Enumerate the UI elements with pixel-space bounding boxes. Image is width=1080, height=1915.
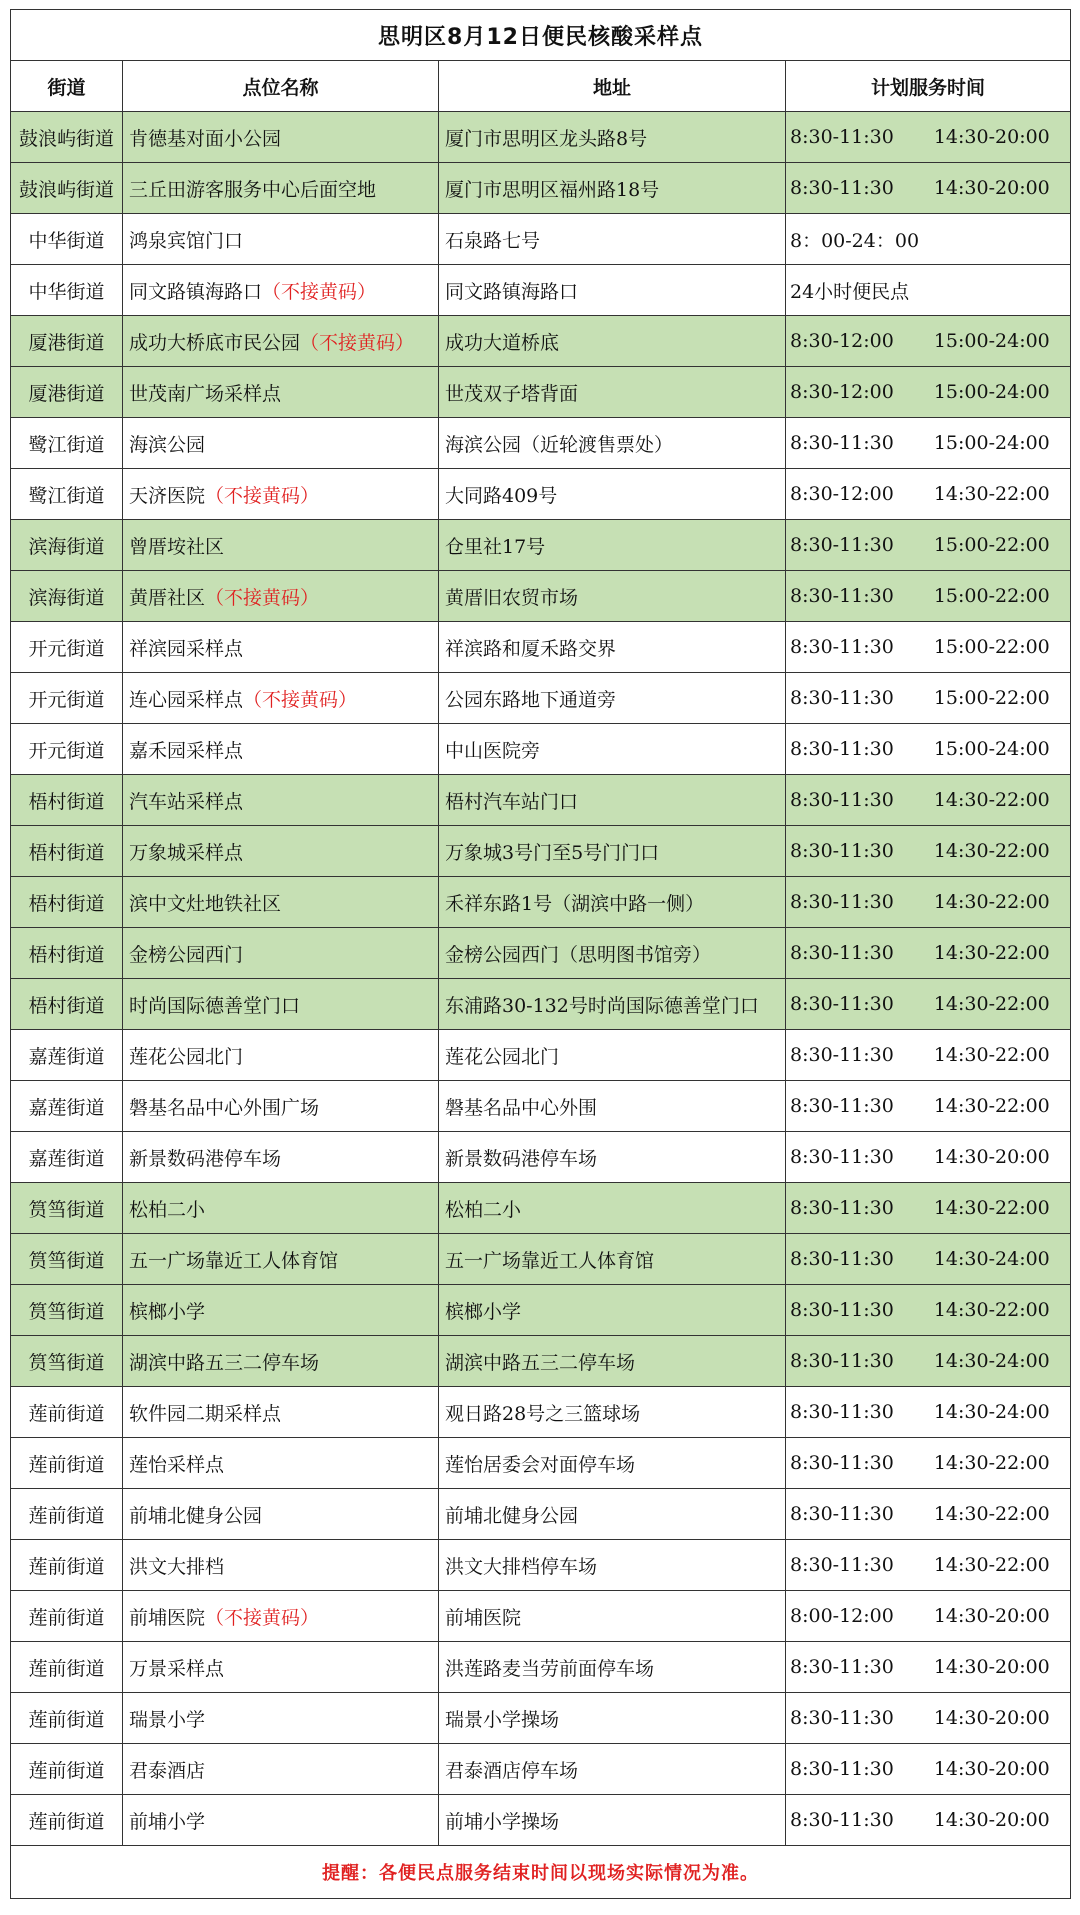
morning-time: 8:30-11:30 — [790, 1452, 894, 1474]
table-row — [11, 724, 1071, 775]
no-yellow-code-tag: （不接黄码） — [205, 586, 320, 609]
morning-time: 8:30-11:30 — [790, 840, 894, 862]
site-name: 万象城采样点 — [129, 841, 244, 864]
service-time-cell — [786, 367, 1071, 418]
table-row — [11, 775, 1071, 826]
table-row — [11, 826, 1071, 877]
afternoon-time: 14:30-22:00 — [933, 1503, 1050, 1525]
site-name: 海滨公园 — [129, 433, 206, 456]
site-name: 黄厝社区 — [129, 586, 206, 609]
site-name-cell — [123, 877, 439, 928]
site-name-cell — [123, 520, 439, 571]
address-cell: 前埔小学操场 — [439, 1795, 786, 1846]
morning-time: 8:30-11:30 — [790, 1044, 894, 1066]
morning-time: 8:30-11:30 — [790, 1758, 894, 1780]
site-name: 鸿泉宾馆门口 — [129, 229, 244, 252]
morning-time: 8:30-11:30 — [790, 432, 894, 454]
afternoon-time: 15:00-22:00 — [933, 585, 1050, 607]
street-cell: 鼓浪屿街道 — [11, 163, 123, 214]
street-cell: 莲前街道 — [11, 1744, 123, 1795]
site-name: 湖滨中路五三二停车场 — [129, 1351, 320, 1374]
site-name-cell — [123, 1540, 439, 1591]
street-cell: 筼筜街道 — [11, 1183, 123, 1234]
service-time-cell — [786, 826, 1071, 877]
service-time-cell — [786, 316, 1071, 367]
table-row — [11, 1336, 1071, 1387]
morning-time: 8:30-11:30 — [790, 789, 894, 811]
site-name-cell — [123, 673, 439, 724]
address-cell: 前埔医院 — [439, 1591, 786, 1642]
morning-time: 8:30-12:00 — [790, 483, 894, 505]
morning-time: 8:30-11:30 — [790, 1554, 894, 1576]
table-row — [11, 1387, 1071, 1438]
header-time: 计划服务时间 — [786, 61, 1071, 112]
street-cell: 中华街道 — [11, 265, 123, 316]
street-cell: 莲前街道 — [11, 1489, 123, 1540]
site-name-cell — [123, 214, 439, 265]
afternoon-time: 15:00-22:00 — [933, 636, 1050, 658]
address-cell: 成功大道桥底 — [439, 316, 786, 367]
street-cell: 厦港街道 — [11, 367, 123, 418]
site-name-cell — [123, 775, 439, 826]
street-cell: 梧村街道 — [11, 928, 123, 979]
table-row — [11, 673, 1071, 724]
afternoon-time: 14:30-20:00 — [933, 1146, 1050, 1168]
morning-time: 8:30-11:30 — [790, 1299, 894, 1321]
site-name-cell — [123, 1693, 439, 1744]
table-row — [11, 1489, 1071, 1540]
afternoon-time: 14:30-22:00 — [933, 840, 1050, 862]
street-cell: 滨海街道 — [11, 520, 123, 571]
address-cell: 同文路镇海路口 — [439, 265, 786, 316]
street-cell: 筼筜街道 — [11, 1285, 123, 1336]
title-row — [11, 10, 1071, 61]
morning-time: 8:30-11:30 — [790, 1401, 894, 1423]
table-row — [11, 1132, 1071, 1183]
morning-time: 8:30-11:30 — [790, 1197, 894, 1219]
table-row — [11, 112, 1071, 163]
page-title: 思明区8月12日便民核酸采样点 — [11, 10, 1071, 61]
afternoon-time: 14:30-20:00 — [933, 1656, 1050, 1678]
no-yellow-code-tag: （不接黄码） — [262, 280, 377, 303]
morning-time: 8:30-11:30 — [790, 585, 894, 607]
address-cell: 洪文大排档停车场 — [439, 1540, 786, 1591]
morning-time: 8:30-11:30 — [790, 1248, 894, 1270]
morning-time: 8:30-11:30 — [790, 1095, 894, 1117]
service-time-cell — [786, 775, 1071, 826]
service-time-cell — [786, 469, 1071, 520]
service-time-cell — [786, 1285, 1071, 1336]
no-yellow-code-tag: （不接黄码） — [300, 331, 415, 354]
site-name: 前埔小学 — [129, 1810, 206, 1833]
site-name: 汽车站采样点 — [129, 790, 244, 813]
service-time-cell — [786, 163, 1071, 214]
site-name-cell — [123, 1744, 439, 1795]
reminder-note: 提醒：各便民点服务结束时间以现场实际情况为准。 — [11, 1846, 1071, 1899]
afternoon-time: 14:30-20:00 — [933, 177, 1050, 199]
table-row — [11, 1795, 1071, 1846]
morning-time: 8:30-11:30 — [790, 1656, 894, 1678]
site-name: 槟榔小学 — [129, 1300, 206, 1323]
service-time-cell — [786, 724, 1071, 775]
address-cell: 槟榔小学 — [439, 1285, 786, 1336]
service-time-cell — [786, 520, 1071, 571]
address-cell: 莲怡居委会对面停车场 — [439, 1438, 786, 1489]
table-row — [11, 1438, 1071, 1489]
afternoon-time: 15:00-24:00 — [933, 381, 1050, 403]
morning-time: 8:30-11:30 — [790, 891, 894, 913]
service-time-cell — [786, 1336, 1071, 1387]
afternoon-time: 14:30-22:00 — [933, 891, 1050, 913]
header-site: 点位名称 — [123, 61, 439, 112]
site-name-cell — [123, 316, 439, 367]
morning-time: 8:30-11:30 — [790, 1146, 894, 1168]
sampling-sites-table — [10, 9, 1071, 1899]
site-name-cell — [123, 1030, 439, 1081]
header-row — [11, 61, 1071, 112]
afternoon-time: 14:30-22:00 — [933, 789, 1050, 811]
table-row — [11, 1030, 1071, 1081]
address-cell: 仓里社17号 — [439, 520, 786, 571]
no-yellow-code-tag: （不接黄码） — [205, 484, 320, 507]
site-name-cell — [123, 571, 439, 622]
address-cell: 梧村汽车站门口 — [439, 775, 786, 826]
afternoon-time: 14:30-22:00 — [933, 1554, 1050, 1576]
site-name: 洪文大排档 — [129, 1555, 225, 1578]
site-name: 万景采样点 — [129, 1657, 225, 1680]
site-name-cell — [123, 1795, 439, 1846]
street-cell: 莲前街道 — [11, 1795, 123, 1846]
afternoon-time: 14:30-22:00 — [933, 1044, 1050, 1066]
morning-time: 8:30-11:30 — [790, 1350, 894, 1372]
service-time-cell — [786, 1438, 1071, 1489]
service-time-cell — [786, 1795, 1071, 1846]
address-cell: 祥滨路和厦禾路交界 — [439, 622, 786, 673]
site-name: 天济医院 — [129, 484, 206, 507]
street-cell: 开元街道 — [11, 622, 123, 673]
service-time-cell — [786, 1540, 1071, 1591]
afternoon-time: 15:00-24:00 — [933, 432, 1050, 454]
street-cell: 嘉莲街道 — [11, 1081, 123, 1132]
site-name-cell — [123, 1387, 439, 1438]
address-cell: 厦门市思明区龙头路8号 — [439, 112, 786, 163]
morning-time: 8:30-11:30 — [790, 993, 894, 1015]
afternoon-time: 14:30-20:00 — [933, 1809, 1050, 1831]
table-row — [11, 928, 1071, 979]
site-name-cell — [123, 1642, 439, 1693]
service-time-cell — [786, 1183, 1071, 1234]
street-cell: 筼筜街道 — [11, 1234, 123, 1285]
street-cell: 梧村街道 — [11, 775, 123, 826]
afternoon-time: 15:00-22:00 — [933, 687, 1050, 709]
site-name: 祥滨园采样点 — [129, 637, 244, 660]
address-cell: 松柏二小 — [439, 1183, 786, 1234]
site-name-cell — [123, 1234, 439, 1285]
site-name-cell — [123, 1591, 439, 1642]
service-time-cell — [786, 1030, 1071, 1081]
site-name-cell — [123, 265, 439, 316]
site-name: 三丘田游客服务中心后面空地 — [129, 178, 377, 201]
site-name: 瑞景小学 — [129, 1708, 206, 1731]
address-cell: 金榜公园西门（思明图书馆旁） — [439, 928, 786, 979]
address-cell: 厦门市思明区福州路18号 — [439, 163, 786, 214]
service-time-cell — [786, 1081, 1071, 1132]
street-cell: 莲前街道 — [11, 1540, 123, 1591]
afternoon-time: 14:30-22:00 — [933, 942, 1050, 964]
morning-time: 8:30-12:00 — [790, 381, 894, 403]
site-name-cell — [123, 1081, 439, 1132]
street-cell: 莲前街道 — [11, 1693, 123, 1744]
site-name: 前埔医院 — [129, 1606, 206, 1629]
street-cell: 梧村街道 — [11, 877, 123, 928]
street-cell: 莲前街道 — [11, 1642, 123, 1693]
afternoon-time: 14:30-22:00 — [933, 1095, 1050, 1117]
site-name-cell — [123, 928, 439, 979]
table-row — [11, 1183, 1071, 1234]
site-name: 莲怡采样点 — [129, 1453, 225, 1476]
site-name: 时尚国际德善堂门口 — [129, 994, 301, 1017]
service-time-cell — [786, 1744, 1071, 1795]
table-row — [11, 418, 1071, 469]
site-name-cell — [123, 724, 439, 775]
morning-time: 8:00-12:00 — [790, 1605, 894, 1627]
address-cell: 黄厝旧农贸市场 — [439, 571, 786, 622]
address-cell: 中山医院旁 — [439, 724, 786, 775]
street-cell: 中华街道 — [11, 214, 123, 265]
site-name: 金榜公园西门 — [129, 943, 244, 966]
address-cell: 瑞景小学操场 — [439, 1693, 786, 1744]
table-row — [11, 1744, 1071, 1795]
afternoon-time: 14:30-24:00 — [933, 1401, 1050, 1423]
street-cell: 厦港街道 — [11, 316, 123, 367]
table-row — [11, 1081, 1071, 1132]
service-time-cell — [786, 1234, 1071, 1285]
address-cell: 公园东路地下通道旁 — [439, 673, 786, 724]
service-time-cell — [786, 673, 1071, 724]
table-row — [11, 1591, 1071, 1642]
service-time-cell — [786, 877, 1071, 928]
table-row — [11, 163, 1071, 214]
service-time-cell — [786, 1642, 1071, 1693]
morning-time: 8：00-24：00 — [790, 229, 920, 252]
site-name-cell — [123, 1438, 439, 1489]
afternoon-time: 14:30-22:00 — [933, 1452, 1050, 1474]
address-cell: 洪莲路麦当劳前面停车场 — [439, 1642, 786, 1693]
afternoon-time: 14:30-20:00 — [933, 126, 1050, 148]
afternoon-time: 14:30-24:00 — [933, 1248, 1050, 1270]
afternoon-time: 15:00-24:00 — [933, 738, 1050, 760]
afternoon-time: 14:30-20:00 — [933, 1707, 1050, 1729]
table-body — [11, 112, 1071, 1846]
no-yellow-code-tag: （不接黄码） — [205, 1606, 320, 1629]
table-row — [11, 1285, 1071, 1336]
address-cell: 石泉路七号 — [439, 214, 786, 265]
afternoon-time: 14:30-22:00 — [933, 483, 1050, 505]
street-cell: 鹭江街道 — [11, 469, 123, 520]
site-name: 同文路镇海路口 — [129, 280, 263, 303]
table-row — [11, 622, 1071, 673]
site-name: 世茂南广场采样点 — [129, 382, 282, 405]
afternoon-time: 14:30-22:00 — [933, 1197, 1050, 1219]
address-cell: 新景数码港停车场 — [439, 1132, 786, 1183]
address-cell: 磐基名品中心外围 — [439, 1081, 786, 1132]
site-name: 莲花公园北门 — [129, 1045, 244, 1068]
street-cell: 莲前街道 — [11, 1387, 123, 1438]
service-time-cell — [786, 1132, 1071, 1183]
street-cell: 梧村街道 — [11, 979, 123, 1030]
table-row — [11, 214, 1071, 265]
site-name: 嘉禾园采样点 — [129, 739, 244, 762]
service-time-cell — [786, 418, 1071, 469]
site-name-cell — [123, 469, 439, 520]
afternoon-time: 14:30-22:00 — [933, 993, 1050, 1015]
afternoon-time: 14:30-22:00 — [933, 1299, 1050, 1321]
street-cell: 滨海街道 — [11, 571, 123, 622]
street-cell: 开元街道 — [11, 673, 123, 724]
morning-time: 8:30-12:00 — [790, 330, 894, 352]
table-row — [11, 571, 1071, 622]
address-cell: 观日路28号之三篮球场 — [439, 1387, 786, 1438]
address-cell: 东浦路30-132号时尚国际德善堂门口 — [439, 979, 786, 1030]
site-name: 曾厝垵社区 — [129, 535, 225, 558]
site-name: 滨中文灶地铁社区 — [129, 892, 282, 915]
address-cell: 湖滨中路五三二停车场 — [439, 1336, 786, 1387]
site-name-cell — [123, 1489, 439, 1540]
morning-time: 8:30-11:30 — [790, 942, 894, 964]
site-name: 君泰酒店 — [129, 1759, 206, 1782]
site-name: 松柏二小 — [129, 1198, 206, 1221]
table-row — [11, 1540, 1071, 1591]
table-row — [11, 1693, 1071, 1744]
morning-time: 8:30-11:30 — [790, 177, 894, 199]
service-time-cell — [786, 214, 1071, 265]
service-time-cell — [786, 1387, 1071, 1438]
morning-time: 8:30-11:30 — [790, 126, 894, 148]
afternoon-time: 15:00-22:00 — [933, 534, 1050, 556]
site-name-cell — [123, 1285, 439, 1336]
site-name-cell — [123, 1132, 439, 1183]
table-row — [11, 877, 1071, 928]
header-street: 街道 — [11, 61, 123, 112]
street-cell: 嘉莲街道 — [11, 1030, 123, 1081]
site-name: 五一广场靠近工人体育馆 — [129, 1249, 339, 1272]
service-time-cell — [786, 622, 1071, 673]
site-name-cell — [123, 979, 439, 1030]
address-cell: 莲花公园北门 — [439, 1030, 786, 1081]
site-name-cell — [123, 163, 439, 214]
morning-time: 8:30-11:30 — [790, 687, 894, 709]
street-cell: 莲前街道 — [11, 1591, 123, 1642]
service-time-cell — [786, 1693, 1071, 1744]
site-name-cell — [123, 1336, 439, 1387]
address-cell: 五一广场靠近工人体育馆 — [439, 1234, 786, 1285]
street-cell: 莲前街道 — [11, 1438, 123, 1489]
site-name: 连心园采样点 — [129, 688, 244, 711]
morning-time: 8:30-11:30 — [790, 738, 894, 760]
address-cell: 万象城3号门至5号门门口 — [439, 826, 786, 877]
site-name: 软件园二期采样点 — [129, 1402, 282, 1425]
service-time-cell — [786, 265, 1071, 316]
table-row — [11, 1642, 1071, 1693]
morning-time: 8:30-11:30 — [790, 534, 894, 556]
header-address: 地址 — [439, 61, 786, 112]
site-name-cell — [123, 622, 439, 673]
site-name: 成功大桥底市民公园 — [129, 331, 301, 354]
morning-time: 8:30-11:30 — [790, 1809, 894, 1831]
service-time-cell — [786, 112, 1071, 163]
afternoon-time: 14:30-24:00 — [933, 1350, 1050, 1372]
service-time-cell — [786, 1591, 1071, 1642]
street-cell: 梧村街道 — [11, 826, 123, 877]
street-cell: 嘉莲街道 — [11, 1132, 123, 1183]
table-row — [11, 979, 1071, 1030]
service-time-cell — [786, 571, 1071, 622]
service-time-cell — [786, 979, 1071, 1030]
site-name: 新景数码港停车场 — [129, 1147, 282, 1170]
address-cell: 前埔北健身公园 — [439, 1489, 786, 1540]
morning-time: 8:30-11:30 — [790, 1707, 894, 1729]
site-name-cell — [123, 418, 439, 469]
table-row — [11, 316, 1071, 367]
address-cell: 禾祥东路1号（湖滨中路一侧） — [439, 877, 786, 928]
site-name: 磐基名品中心外围广场 — [129, 1096, 320, 1119]
afternoon-time: 14:30-20:00 — [933, 1758, 1050, 1780]
table-row — [11, 265, 1071, 316]
morning-time: 8:30-11:30 — [790, 636, 894, 658]
address-cell: 海滨公园（近轮渡售票处） — [439, 418, 786, 469]
street-cell: 鹭江街道 — [11, 418, 123, 469]
street-cell: 筼筜街道 — [11, 1336, 123, 1387]
note-row — [11, 1846, 1071, 1899]
afternoon-time: 15:00-24:00 — [933, 330, 1050, 352]
address-cell: 世茂双子塔背面 — [439, 367, 786, 418]
afternoon-time: 14:30-20:00 — [933, 1605, 1050, 1627]
table-row — [11, 469, 1071, 520]
table-row — [11, 367, 1071, 418]
site-name: 肯德基对面小公园 — [129, 127, 282, 150]
morning-time: 24小时便民点 — [790, 280, 910, 303]
site-name-cell — [123, 826, 439, 877]
site-name-cell — [123, 1183, 439, 1234]
street-cell: 鼓浪屿街道 — [11, 112, 123, 163]
site-name-cell — [123, 367, 439, 418]
service-time-cell — [786, 928, 1071, 979]
service-time-cell — [786, 1489, 1071, 1540]
site-name: 前埔北健身公园 — [129, 1504, 263, 1527]
address-cell: 君泰酒店停车场 — [439, 1744, 786, 1795]
morning-time: 8:30-11:30 — [790, 1503, 894, 1525]
address-cell: 大同路409号 — [439, 469, 786, 520]
no-yellow-code-tag: （不接黄码） — [243, 688, 358, 711]
table-row — [11, 1234, 1071, 1285]
table-row — [11, 520, 1071, 571]
site-name-cell — [123, 112, 439, 163]
street-cell: 开元街道 — [11, 724, 123, 775]
